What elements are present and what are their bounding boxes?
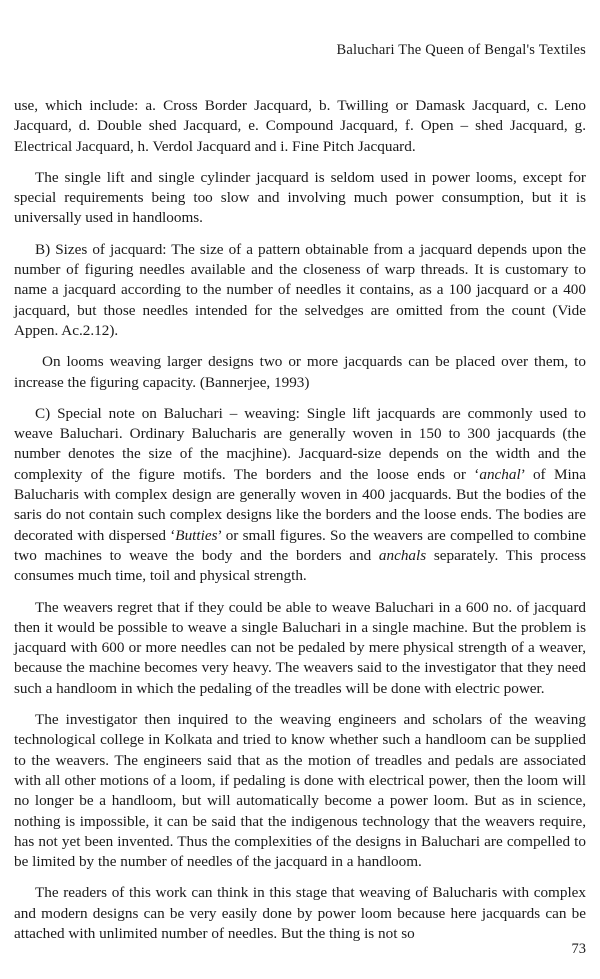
- emphasis-butties: Butties: [175, 526, 218, 544]
- paragraph-weavers-regret: The weavers regret that if they could be able to weave Baluchari in a 600 no. of jacquard then it would be possible to weave a single Baluchari in a single machine. But the problem is jacquard with 600 or more needles can not be pedaled by mere physical strength of a weaver, because the machine becomes very heavy. The weavers said to the investigator that they need such a handloom in which the pedaling of the treadles will be done with electric power.: [14, 598, 586, 697]
- paragraph-baluchari-note: [14, 404, 586, 587]
- paragraph-sizes-of-jacquard: B) Sizes of jacquard: The size of a pattern obtainable from a jacquard depends upon the number of figuring needles available and the closeness of warp threads. It is customary to name a jacquard according to the number of needles it contains, as a 100 jacquard or a 400 jacquard, but those needles intended for the selvedges are omitted from the count (Vide Appen. Ac.2.12).: [14, 240, 586, 339]
- emphasis-anchals: anchals: [378, 546, 427, 564]
- emphasis-anchal: anchal: [479, 465, 521, 483]
- paragraph-larger-designs: On looms weaving larger designs two or more jacquards can be placed over them, to increase the figuring capacity. (Bannerjee, 1993): [14, 353, 586, 391]
- running-header: Baluchari The Queen of Bengal's Textiles: [336, 42, 586, 58]
- paragraph-readers: The readers of this work can think in this stage that weaving of Balucharis with complex and modern designs can be very easily done by power loom because here jacquards can be attached with unlimited number of needles. But the thing is not so: [14, 884, 586, 942]
- paragraph-single-lift: The single lift and single cylinder jacquard is seldom used in power looms, except for special requirements being too slow and involving much power consumption, but it is universally used in handlooms.: [14, 168, 586, 227]
- text-run: separately. This process consumes much time, toil and physical strength.: [14, 546, 586, 585]
- page-number: 73: [571, 941, 586, 957]
- paragraph-investigator: The investigator then inquired to the weaving engineers and scholars of the weaving technological college in Kolkata and tried to know whether such a handloom can be supplied to the weavers. The engineers said that as the motion of treadles and pedals are associated with all other motions of a loom, if pedaling is done with electrical power, then the loom will no longer be a handloom, but will automatically become a power loom. But as in science, nothing is impossible, it can be said that the indigenous technology that the weavers require, has not yet been invented. Thus the complexities of the designs in Baluchari are compelled to be limited by the number of needles of the jacquard in a handloom.: [14, 711, 586, 871]
- text-run: C) Special note on Baluchari – weaving: Single lift jacquards are commonly used to weave Baluchari. Ordinary Balucharis are generally woven in 150 to 300 jacquards (the number denotes the size of the macjhine). Jacquard-size depends on the width and the complexity of the figure motifs. The borders and the loose ends or ‘: [14, 404, 586, 483]
- body-text: [14, 96, 586, 955]
- text-run: ’ or small figures. So the weavers are compelled to combine two machines to weave the body and the borders and: [14, 526, 586, 564]
- text-run: ’ of Mina Balucharis with complex design are generally woven in 400 jacquards. But the bodies of the saris do not contain such complex designs like the borders and the loose ends. The bodies are decorated with dispersed ‘: [14, 465, 587, 544]
- paragraph-jacquard-types: use, which include: a. Cross Border Jacquard, b. Twilling or Damask Jacquard, c. Leno Jacquard, d. Double shed Jacquard, e. Compound Jacquard, f. Open – shed Jacquard, g. Electrical Jacquard, h. Verdol Jacquard and i. Fine Pitch Jacquard.: [14, 97, 586, 155]
